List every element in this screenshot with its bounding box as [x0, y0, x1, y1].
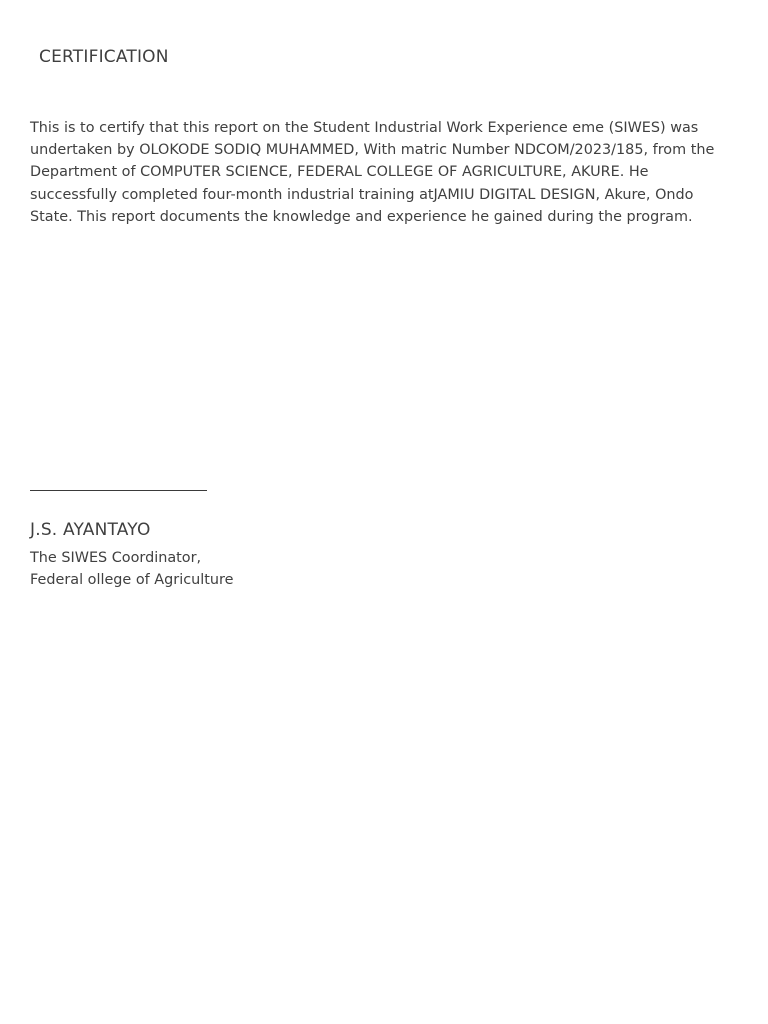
page-title: CERTIFICATION — [39, 47, 169, 67]
signatory-title — [30, 547, 233, 591]
signatory-name: J.S. AYANTAYO — [30, 520, 151, 540]
signatory-institution-line: Federal ollege of Agriculture — [30, 572, 234, 588]
signatory-role-line: The SIWES Coordinator, — [30, 550, 202, 566]
certification-statement: This is to certify that this report on the Student Industrial Work Experience eme (SIWES) was undertaken by OLOKODE SODIQ MUHAMMED, With matric Number NDCOM/2023/185, from the Department of COMPUTER SCIENCE, FEDERAL COLLEGE OF AGRICULTURE, AKURE. He successfully completed four-month industrial training atJAMIU DIGITAL DESIGN, Akure, Ondo State. This report documents the knowledge and experience he gained during the program. — [30, 120, 715, 225]
signature-line — [30, 490, 207, 491]
